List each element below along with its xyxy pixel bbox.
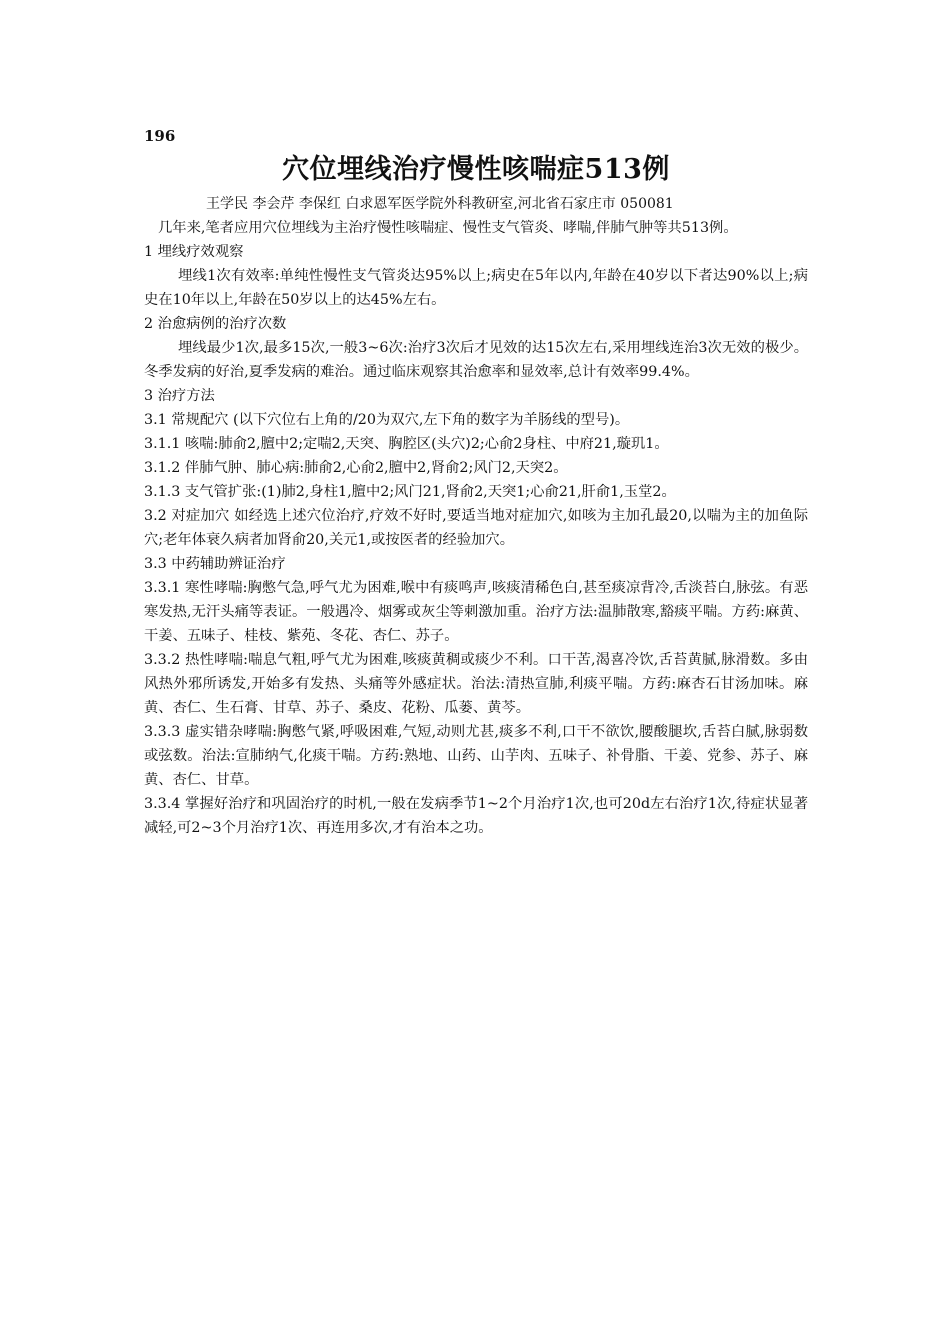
- subsection-3-3-4: 3.3.4 掌握好治疗和巩固治疗的时机,一般在发病季节1~2个月治疗1次,也可20d左右治疗1次,待症状显著减轻,可2~3个月治疗1次、再连用多次,才有治本之功。: [144, 796, 808, 836]
- subsection-3-3-1: 3.3.1 寒性哮喘:胸憋气急,呼气尤为困难,喉中有痰鸣声,咳痰清稀色白,甚至痰凉背冷,舌淡苔白,脉弦。有恶寒发热,无汗头痛等表证。一般遇冷、烟雾或灰尘等刺激加重。治疗方法:温肺散寒,豁痰平喘。方药:麻黄、干姜、五味子、桂枝、紫苑、冬花、杏仁、苏子。: [144, 580, 808, 644]
- subsection-3-3-2: 3.3.2 热性哮喘:喘息气粗,呼气尤为困难,咳痰黄稠或痰少不利。口干苦,渴喜冷饮,舌苔黄腻,脉滑数。多由风热外邪所诱发,开始多有发热、头痛等外感症状。治法:清热宣肺,利痰平喘。方药:麻杏石甘汤加味。麻黄、杏仁、生石膏、甘草、苏子、桑皮、花粉、瓜蒌、黄芩。: [144, 652, 808, 716]
- article-title: 穴位埋线治疗慢性咳喘症513例: [282, 154, 670, 185]
- subsection-3-2: 3.2 对症加穴 如经选上述穴位治疗,疗效不好时,要适当地对症加穴,如咳为主加孔最20,以喘为主的加鱼际穴;老年体衰久病者加肾俞20,关元1,或按医者的经验加穴。: [144, 508, 808, 548]
- subsection-3-1-2: 3.1.2 伴肺气肿、肺心病:肺俞2,心俞2,膻中2,肾俞2;风门2,天突2。: [144, 460, 568, 476]
- body-paragraph: 埋线最少1次,最多15次,一般3~6次:治疗3次后才见效的达15次左右,采用埋线连治3次无效的极少。冬季发病的好治,夏季发病的难治。通过临床观察其治愈率和显效率,总计有效率99.4%。: [144, 340, 808, 380]
- section-heading-2: 2 治愈病例的治疗次数: [144, 316, 287, 332]
- subsection-3-3: 3.3 中药辅助辨证治疗: [144, 556, 286, 572]
- body-paragraph: 埋线1次有效率:单纯性慢性支气管炎达95%以上;病史在5年以内,年龄在40岁以下者达90%以上;病史在10年以上,年龄在50岁以上的达45%左右。: [144, 268, 808, 308]
- article-page: [144, 126, 808, 840]
- subsection-3-1: 3.1 常规配穴 (以下穴位右上角的/20为双穴,左下角的数字为羊肠线的型号)。: [144, 412, 630, 428]
- subsection-3-3-3: 3.3.3 虚实错杂哮喘:胸憋气紧,呼吸困难,气短,动则尤甚,痰多不利,口干不欲饮,腰酸腿坎,舌苔白腻,脉弱数或弦数。治法:宣肺纳气,化痰干喘。方药:熟地、山药、山芋肉、五味子、补骨脂、干姜、党参、苏子、麻黄、杏仁、甘草。: [144, 724, 808, 788]
- subsection-3-1-3: 3.1.3 支气管扩张:(1)肺2,身柱1,膻中2;风门21,肾俞2,天突1;心俞21,肝俞1,玉堂2。: [144, 484, 676, 500]
- subsection-3-1-1: 3.1.1 咳喘:肺俞2,膻中2;定喘2,天突、胸腔区(头穴)2;心俞2身柱、中府21,璇玑1。: [144, 436, 669, 452]
- page-number: 196: [144, 127, 176, 145]
- author-affiliation: 王学民 李会芹 李保红 白求恩军医学院外科教研室,河北省石家庄市 050081: [206, 196, 674, 212]
- intro-paragraph: 几年来,笔者应用穴位埋线为主治疗慢性咳喘症、慢性支气管炎、哮喘,伴肺气肿等共513例。: [158, 220, 738, 236]
- section-heading-3: 3 治疗方法: [144, 388, 215, 404]
- section-heading-1: 1 埋线疗效观察: [144, 244, 244, 260]
